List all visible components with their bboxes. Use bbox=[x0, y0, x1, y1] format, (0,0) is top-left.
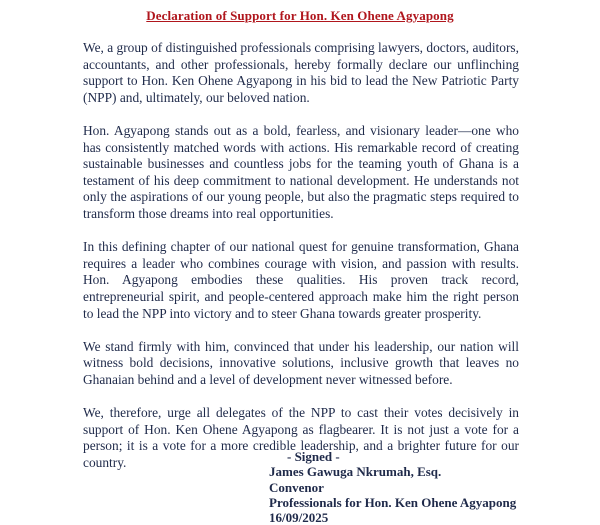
signatory-organization: Professionals for Hon. Ken Ohene Agyapong bbox=[269, 494, 517, 510]
signed-label: - Signed - bbox=[287, 449, 340, 464]
signatory-role: Convenor bbox=[269, 479, 324, 495]
document-title: Declaration of Support for Hon. Ken Ohene Agyapong bbox=[146, 8, 454, 23]
signature-block bbox=[269, 449, 516, 525]
paragraph-leadership: Hon. Agyapong stands out as a bold, fearless, and visionary leader—one who has consistently matched words with actions. His remarkable record of creating sustainable businesses and countless jobs for the teaming youth of Ghana is a testament of his deep commitment to national development. He understands not only the aspirations of our young people, but also the pragmatic steps required to transform those dreams into real opportunities. bbox=[83, 122, 519, 221]
paragraph-transformation: In this defining chapter of our national quest for genuine transformation, Ghana requires a leader who combines courage with vision, and passion with results. Hon. Agyapong embodies these qualities. His proven track record, entrepreneurial spirit, and people-centered approach make him the right person to lead the NPP into victory and to steer Ghana towards greater prosperity. bbox=[83, 239, 519, 321]
signature-date: 16/09/2025 bbox=[269, 510, 329, 525]
paragraph-stand-firmly: We stand firmly with him, convinced that under his leadership, our nation will witness bold decisions, innovative solutions, inclusive growth that leaves no Ghanaian behind and a level of development never witnessed before. bbox=[83, 338, 519, 387]
signatory-name: James Gawuga Nkrumah, Esq. bbox=[269, 464, 442, 480]
document-body bbox=[83, 40, 519, 488]
paragraph-declaration: We, a group of distinguished professionals comprising lawyers, doctors, auditors, accountants, and other professionals, hereby formally declare our unflinching support to Hon. Ken Ohene Agyapong in his bid to lead the New Patriotic Party (NPP) and, ultimately, our beloved nation. bbox=[83, 40, 519, 105]
paragraph-urge-delegates: We, therefore, urge all delegates of the NPP to cast their votes decisively in support of Hon. Ken Ohene Agyapong as flagbearer. It is not just a vote for a person; it is a vote for a more credible leadership, and a brighter future for our country. bbox=[83, 405, 519, 470]
